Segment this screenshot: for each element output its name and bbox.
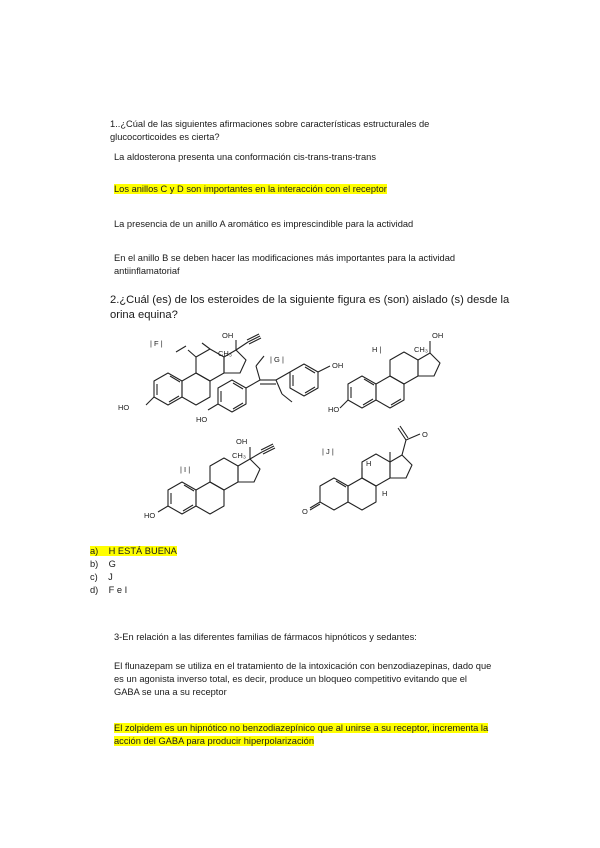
question-3: 3-En relación a las diferentes familias de fármacos hipnóticos y sedantes:: [114, 632, 417, 642]
q2-answer-c: [90, 571, 113, 584]
q2-answer-d-text: F e I: [108, 585, 128, 595]
atom-label-oh-h: OH: [432, 331, 444, 340]
q2-answer-a: [90, 545, 177, 558]
q2-answer-d-letter: d): [90, 585, 99, 595]
atom-label-ch3-h: CH₃: [414, 345, 428, 354]
structure-g: [208, 356, 330, 412]
question-2-line-2: orina equina?: [110, 309, 178, 321]
q3-option-2-line-1: [114, 722, 488, 735]
structure-j: [310, 426, 420, 510]
atom-label-ho-g: HO: [196, 415, 208, 424]
structure-f: [146, 334, 261, 405]
structure-label-j: | J |: [322, 447, 334, 456]
atom-label-ch3-f: CH₃: [218, 349, 232, 358]
atom-label-o-j-2: O: [422, 430, 428, 439]
q2-answer-b: [90, 558, 116, 571]
q2-answer-b-letter: b): [90, 559, 99, 569]
structure-i: [158, 444, 275, 514]
q2-answer-a-letter: a): [90, 546, 99, 556]
q2-answer-b-text: G: [108, 559, 116, 569]
q2-answer-c-letter: c): [90, 572, 98, 582]
q2-answer-d: [90, 584, 127, 597]
q1-option-4-line-1: En el anillo B se deben hacer las modificaciones más importantes para la actividad: [114, 253, 456, 263]
q3-option-1-line-2: es un agonista inverso total, es decir, produce un bloqueo competitivo evitando que el: [114, 674, 467, 684]
q1-option-2-highlight: Los anillos C y D son importantes en la interacción con el receptor: [114, 184, 387, 194]
q2-answer-c-text: J: [108, 572, 113, 582]
atom-label-ho-f: HO: [118, 403, 130, 412]
q2-answer-a-text: H ESTÁ BUENA: [108, 546, 177, 556]
atom-label-o-j-1: O: [302, 507, 308, 516]
q2-answer-a-highlight: [90, 546, 177, 556]
atom-label-ho-i: HO: [144, 511, 156, 520]
atom-label-oh-g: OH: [332, 361, 344, 370]
q1-option-3: La presencia de un anillo A aromático es imprescindible para la actividad: [114, 219, 414, 229]
q3-option-2-line-1-highlight: El zolpidem es un hipnótico no benzodiazepínico que al unirse a su receptor, incrementa la: [114, 723, 489, 733]
q1-option-1: La aldosterona presenta una conformación cis-trans-trans-trans: [114, 152, 376, 162]
structure-label-h: H |: [372, 345, 382, 354]
q1-option-2: [114, 183, 387, 196]
q3-option-2-line-2-highlight: acción del GABA para producir hiperpolarización: [114, 736, 314, 746]
structure-label-f: | F |: [150, 339, 163, 348]
q3-option-1-line-3: GABA se una a su receptor: [114, 687, 227, 697]
atom-label-oh-i: OH: [236, 437, 248, 446]
q3-option-2-line-2: [114, 735, 314, 748]
atom-label-oh-f: OH: [222, 331, 234, 340]
question-1-line-1: 1..¿Cúal de las siguientes afirmaciones sobre características estructurales de: [110, 119, 430, 129]
question-1-line-2: glucocorticoides es cierta?: [110, 132, 220, 142]
steroid-structures-figure: [110, 326, 450, 526]
atom-label-ho-h: HO: [328, 405, 340, 414]
atom-label-h-j-2: H: [366, 459, 372, 468]
question-2-line-1: 2.¿Cuál (es) de los esteroides de la siguiente figura es (son) aislado (s) desde la: [110, 294, 510, 306]
q3-option-1-line-1: El flunazepam se utiliza en el tratamiento de la intoxicación con benzodiazepinas, dado que: [114, 661, 492, 671]
structure-label-i: | I |: [180, 465, 191, 474]
atom-label-ch3-i: CH₃: [232, 451, 246, 460]
structure-label-g: | G |: [270, 355, 284, 364]
q1-option-4-line-2: antiinflamatoriaf: [114, 266, 180, 276]
atom-label-h-j-1: H: [382, 489, 388, 498]
